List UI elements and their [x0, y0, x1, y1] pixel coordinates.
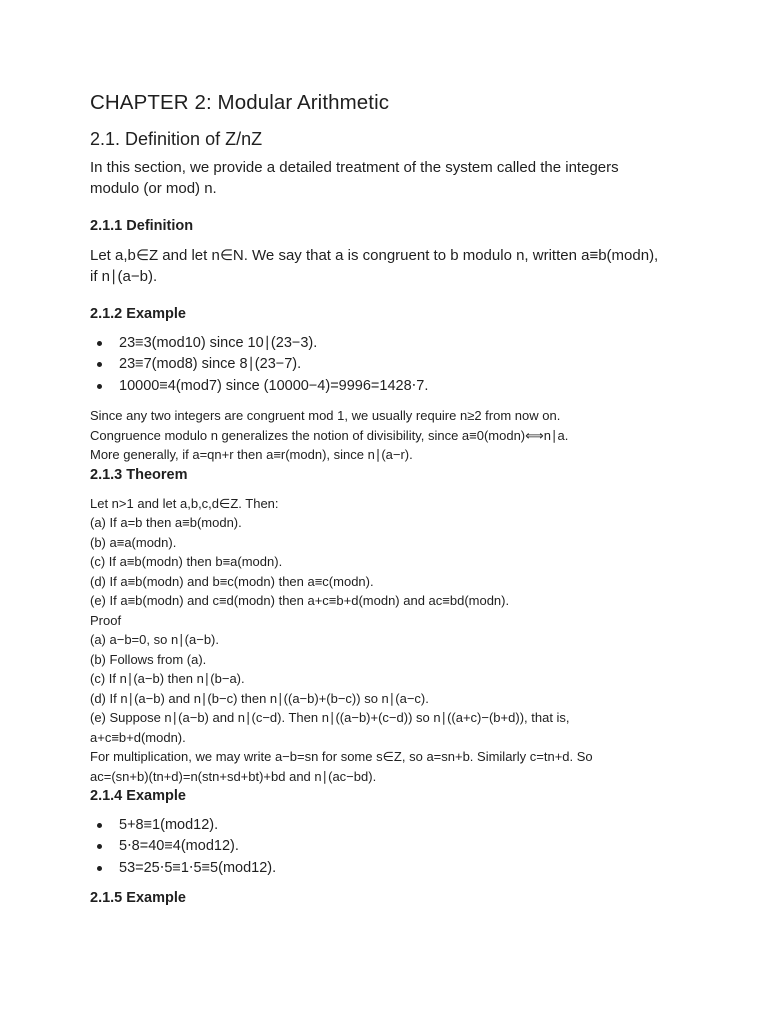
theorem-line: (c) If a≡b(modn) then b≡a(modn).: [90, 554, 283, 570]
theorem-line: (d) If a≡b(modn) and b≡c(modn) then a≡c(modn).: [90, 573, 374, 589]
definition-heading: 2.1.1 Definition: [90, 218, 194, 235]
example-list: [90, 333, 688, 398]
example-heading: 2.1.2 Example: [90, 305, 186, 322]
section-title: 2.1. Definition of Z/nZ: [90, 128, 263, 149]
note-line: Congruence modulo n generalizes the notion of divisibility, since a≡0(modn)⟺n∣a.: [90, 427, 569, 443]
proof-line: (c) If n∣(a−b) then n∣(b−a).: [90, 671, 245, 687]
theorem-line: (a) If a=b then a≡b(modn).: [90, 515, 242, 531]
definition-line: Let a,b∈Z and let n∈N. We say that a is congruent to b modulo n, written a≡b(modn),: [90, 246, 659, 264]
list-item: 53=25⋅5≡1⋅5≡5(mod12).: [90, 858, 688, 880]
list-item: 5+8≡1(mod12).: [90, 815, 688, 837]
theorem-heading: 2.1.3 Theorem: [90, 466, 188, 483]
example-list: [90, 815, 688, 880]
note-line: Since any two integers are congruent mod 1, we usually require n≥2 from now on.: [90, 408, 561, 424]
theorem-line: (e) If a≡b(modn) and c≡d(modn) then a+c≡b+d(modn) and ac≡bd(modn).: [90, 593, 510, 609]
theorem-line: (b) a≡a(modn).: [90, 534, 177, 550]
example-notes: [90, 406, 688, 465]
note-line: More generally, if a=qn+r then a≡r(modn), since n∣(a−r).: [90, 447, 413, 463]
definition-text: [90, 245, 688, 287]
example-heading: 2.1.5 Example: [90, 890, 186, 907]
list-item: 23≡3(mod10) since 10∣(23−3).: [90, 333, 688, 355]
intro-line: modulo (or mod) n.: [90, 180, 217, 198]
proof-line: (e) Suppose n∣(a−b) and n∣(c−d). Then n∣((a−b)+(c−d)) so n∣((a+c)−(b+d)), that is,: [90, 710, 570, 726]
list-item: 23≡7(mod8) since 8∣(23−7).: [90, 354, 688, 376]
proof-line: For multiplication, we may write a−b=sn for some s∈Z, so a=sn+b. Similarly c=tn+d. So: [90, 749, 593, 765]
theorem-line: Let n>1 and let a,b,c,d∈Z. Then:: [90, 495, 279, 511]
proof-label: Proof: [90, 612, 122, 628]
proof-line: (b) Follows from (a).: [90, 651, 207, 667]
proof-line: (d) If n∣(a−b) and n∣(b−c) then n∣((a−b)+(b−c)) so n∣(a−c).: [90, 690, 429, 706]
example-heading: 2.1.4 Example: [90, 788, 186, 805]
list-item: 5⋅8=40≡4(mod12).: [90, 836, 688, 858]
section-intro: [90, 157, 688, 199]
theorem-body: [90, 494, 688, 787]
proof-line: ac=(sn+b)(tn+d)=n(stn+sd+bt)+bd and n∣(ac−bd).: [90, 768, 377, 784]
proof-line: (a) a−b=0, so n∣(a−b).: [90, 632, 219, 648]
intro-line: In this section, we provide a detailed treatment of the system called the integers: [90, 159, 619, 177]
chapter-title: CHAPTER 2: Modular Arithmetic: [90, 91, 390, 114]
proof-line: a+c≡b+d(modn).: [90, 729, 186, 745]
list-item: 10000≡4(mod7) since (10000−4)=9996=1428⋅7.: [90, 376, 688, 398]
definition-line: if n∣(a−b).: [90, 267, 158, 285]
